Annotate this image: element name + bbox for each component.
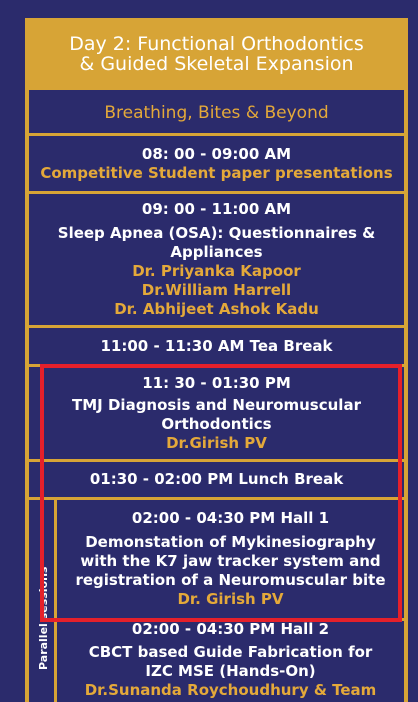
speaker-name: Dr. Girish PV: [177, 590, 284, 608]
session-title: with the K7 jaw tracker system and: [80, 552, 381, 570]
session-title: IZC MSE (Hands-On): [145, 662, 316, 680]
session-time: 02:00 - 04:30 PM Hall 2: [131, 620, 330, 638]
speaker-name: Dr.Sunanda Roychoudhury & Team: [84, 681, 377, 699]
session-title: registration of a Neuromuscular bite: [75, 571, 386, 589]
session-row: [57, 500, 404, 618]
session-time: 11: 30 - 01:30 PM: [142, 373, 291, 392]
session-row: [29, 367, 404, 459]
speaker-name: Dr. Abhijeet Ashok Kadu: [114, 300, 319, 318]
session-time: 08: 00 - 09:00 AM: [141, 144, 292, 163]
session-row: [57, 621, 404, 699]
session-title: Orthodontics: [161, 414, 272, 433]
session-row: [29, 136, 404, 191]
parallel-sessions-label: Parallel sessions: [37, 566, 50, 670]
speaker-name: Dr. Priyanka Kapoor: [132, 262, 301, 280]
break-row: [29, 462, 404, 497]
right-border: [404, 90, 408, 702]
session-title: Appliances: [170, 243, 263, 261]
session-row: [29, 194, 404, 325]
session-time: 02:00 - 04:30 PM Hall 1: [131, 509, 330, 527]
speaker-name: Dr.Girish PV: [166, 433, 267, 452]
session-title: Demonstation of Mykinesiography: [85, 533, 376, 551]
day-header: [25, 18, 408, 90]
speaker-name: Dr.William Harrell: [141, 281, 292, 299]
theme-row: [29, 93, 404, 133]
day-title-line2: & Guided Skeletal Expansion: [79, 53, 354, 75]
session-title: Sleep Apnea (OSA): Questionnaires &: [57, 224, 376, 242]
session-title: CBCT based Guide Fabrication for: [88, 643, 373, 661]
session-title: Competitive Student paper presentations: [40, 163, 393, 182]
session-time: 09: 00 - 11:00 AM: [141, 200, 292, 218]
lunch-break-label: 01:30 - 02:00 PM Lunch Break: [89, 470, 344, 488]
tea-break-label: 11:00 - 11:30 AM Tea Break: [100, 336, 333, 355]
break-row: [29, 328, 404, 364]
session-title: TMJ Diagnosis and Neuromuscular: [72, 395, 361, 414]
day-title-line1: Day 2: Functional Orthodontics: [69, 33, 364, 55]
theme-subtitle: Breathing, Bites & Beyond: [104, 103, 329, 123]
